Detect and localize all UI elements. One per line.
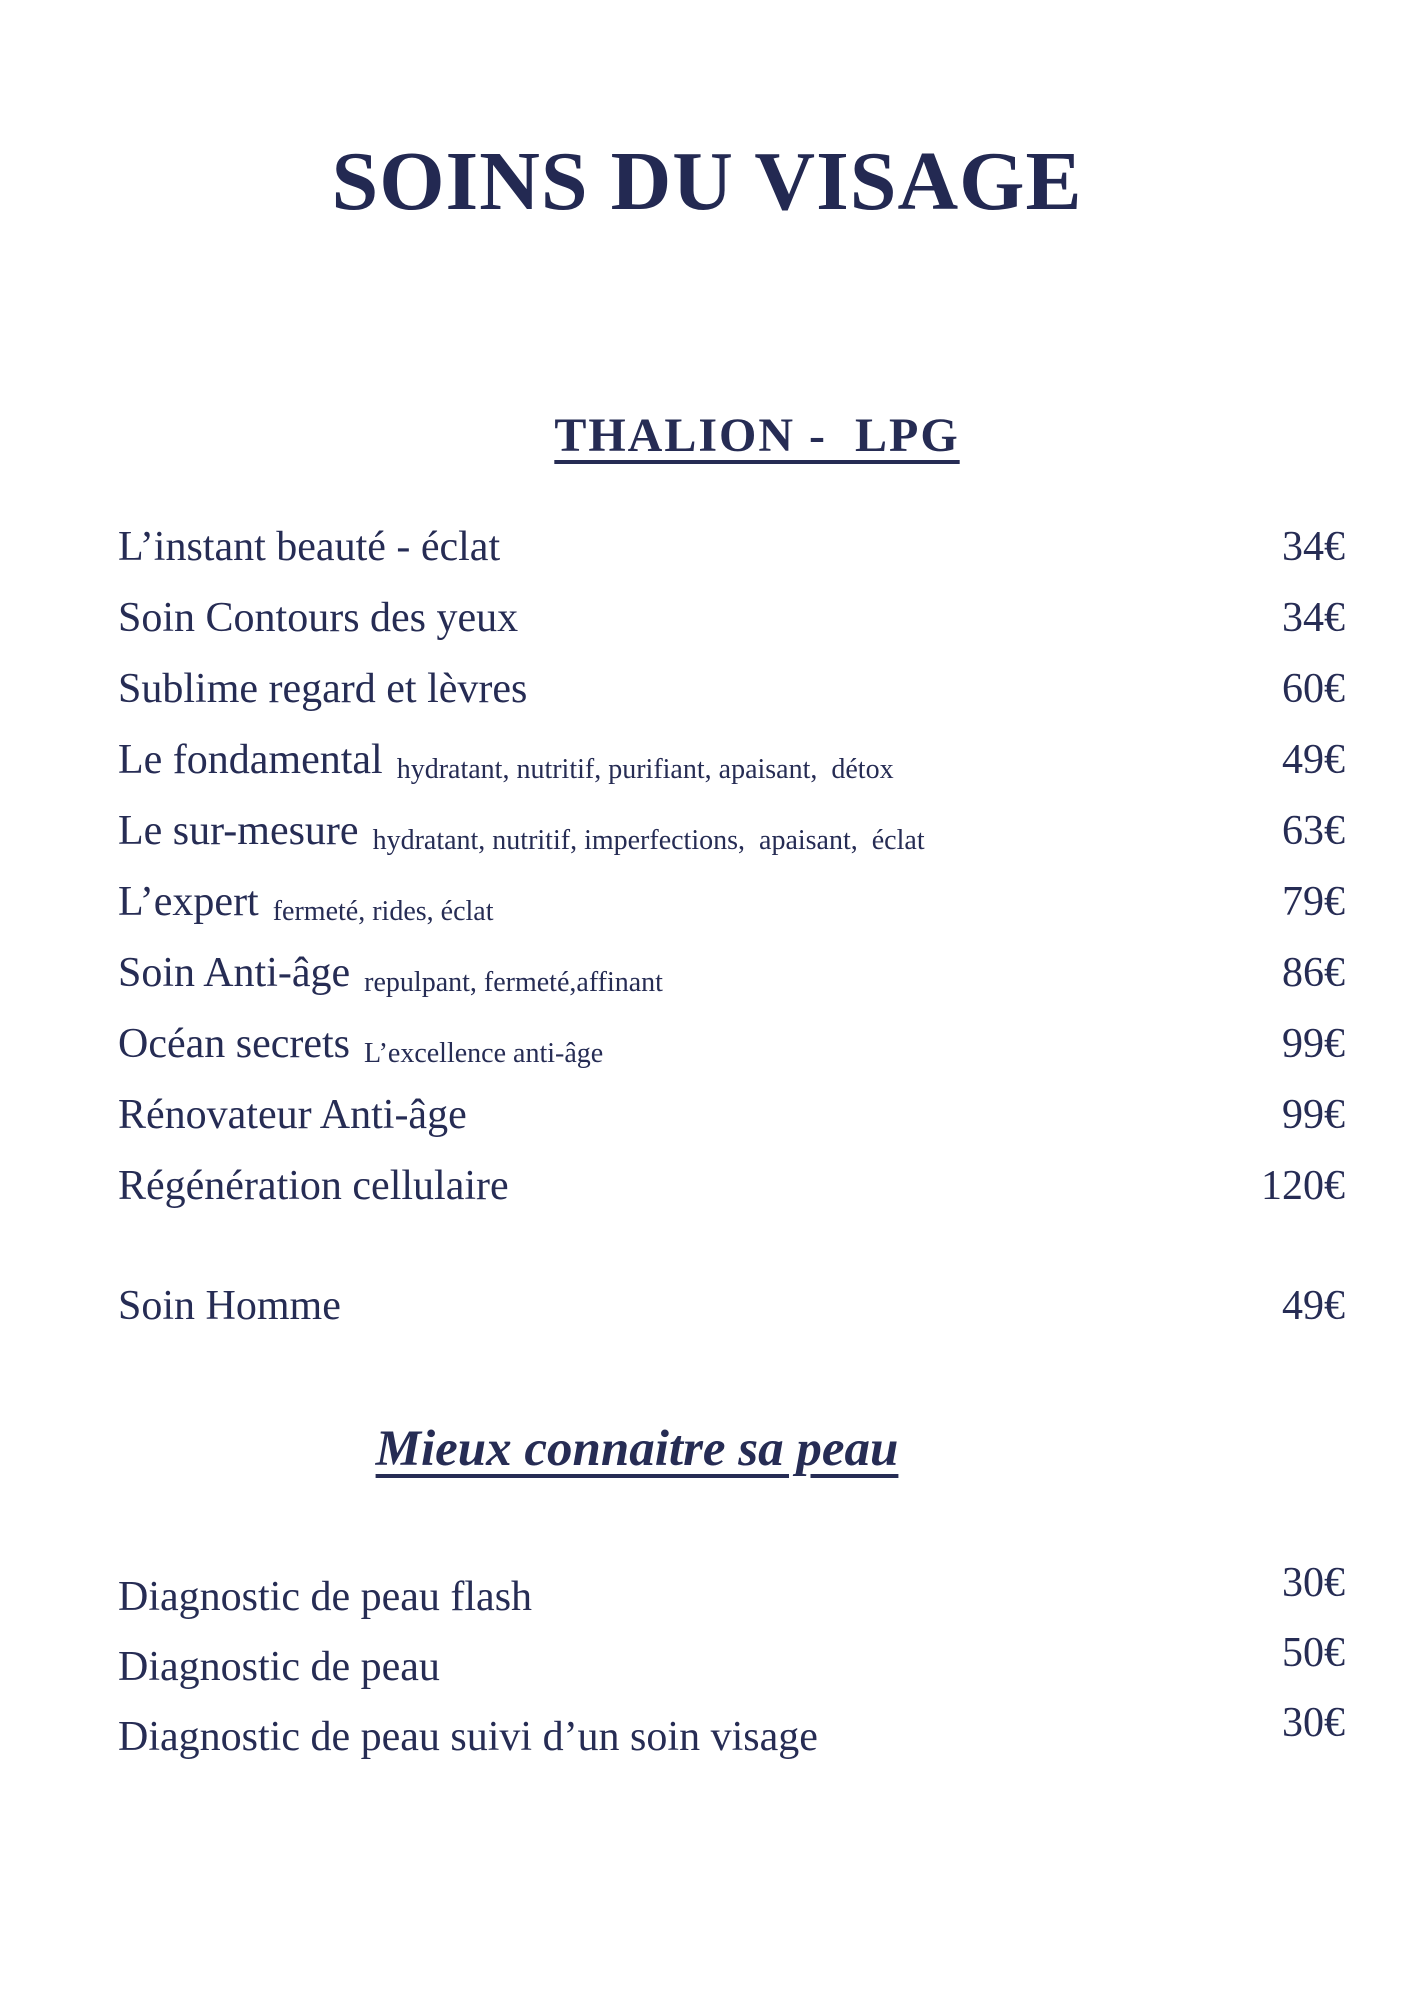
item-price: 34€: [1282, 595, 1345, 641]
item-price: 50€: [1282, 1630, 1345, 1676]
item-name: L’instant beauté - éclat: [118, 524, 501, 570]
diagnostic-item-list: [118, 1562, 1345, 1772]
section-heading-mieux-connaitre: Mieux connaitre sa peau: [375, 1421, 899, 1477]
item-name: Océan secrets: [118, 1021, 351, 1067]
item-price: 86€: [1282, 950, 1345, 996]
page-title: SOINS DU VISAGE: [331, 135, 1083, 228]
item-price: 120€: [1261, 1163, 1345, 1209]
item-price: 63€: [1282, 808, 1345, 854]
menu-item-row: [118, 1702, 1345, 1772]
menu-item-row: [118, 938, 1345, 1009]
item-price: 60€: [1282, 666, 1345, 712]
menu-item-row: [118, 1009, 1345, 1080]
menu-item-row: [118, 654, 1345, 725]
item-note: repulpant, fermeté,affinant: [364, 967, 663, 998]
soin-homme-row-wrap: [118, 1271, 1345, 1342]
item-name: Régénération cellulaire: [118, 1163, 509, 1209]
item-note: L’excellence anti-âge: [364, 1038, 604, 1069]
menu-item-row: [118, 1080, 1345, 1151]
menu-item-row: [118, 725, 1345, 796]
item-name: Soin Anti-âge: [118, 950, 351, 996]
section-heading-thalion-lpg: THALION - LPG: [554, 409, 960, 462]
item-name: Le sur-mesure: [118, 808, 359, 854]
item-name: Diagnostic de peau: [118, 1644, 440, 1690]
item-price: 30€: [1282, 1700, 1345, 1746]
section-heading-mieux-wrap: [0, 1422, 1414, 1476]
item-name: Diagnostic de peau flash: [118, 1574, 533, 1620]
item-note: hydratant, nutritif, purifiant, apaisant, détox: [396, 754, 894, 785]
item-name: Soin Contours des yeux: [118, 595, 519, 641]
item-price: 99€: [1282, 1092, 1345, 1138]
item-name: Sublime regard et lèvres: [118, 666, 528, 712]
item-note: hydratant, nutritif, imperfections, apaisant, éclat: [372, 825, 925, 856]
menu-item-row: [118, 512, 1345, 583]
menu-item-row: [118, 1562, 1345, 1632]
item-price: 99€: [1282, 1021, 1345, 1067]
item-name: Rénovateur Anti-âge: [118, 1092, 467, 1138]
item-note: fermeté, rides, éclat: [272, 896, 494, 927]
thalion-item-list: [118, 512, 1345, 1222]
item-price: 79€: [1282, 879, 1345, 925]
menu-item-row: [118, 1632, 1345, 1702]
menu-item-row: [118, 1151, 1345, 1222]
menu-item-row: [118, 1271, 1345, 1342]
menu-item-row: [118, 867, 1345, 938]
item-name: Soin Homme: [118, 1283, 341, 1329]
item-name: Diagnostic de peau suivi d’un soin visage: [118, 1714, 818, 1760]
item-price: 30€: [1282, 1560, 1345, 1606]
item-price: 34€: [1282, 524, 1345, 570]
menu-item-row: [118, 583, 1345, 654]
menu-item-row: [118, 796, 1345, 867]
item-price: 49€: [1282, 737, 1345, 783]
item-name: L’expert: [118, 879, 259, 925]
item-price: 49€: [1282, 1283, 1345, 1329]
section-heading-thalion-wrap: [0, 410, 1414, 462]
item-name: Le fondamental: [118, 737, 383, 783]
